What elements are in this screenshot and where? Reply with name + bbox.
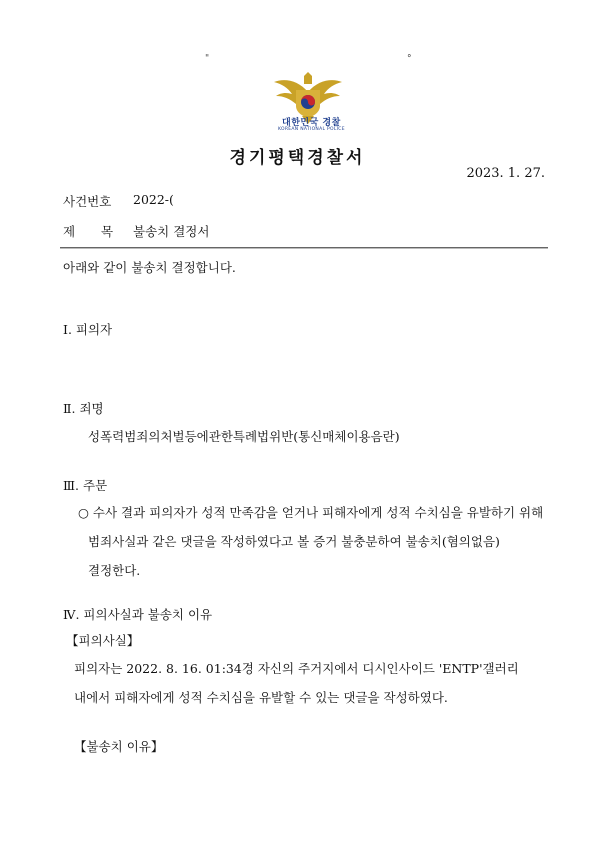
charge-text: 성폭력범죄의처벌등에관한특례법위반(통신매체이용음란) [88,429,400,444]
case-number-label: 사건번호 [63,194,112,209]
facts-subheading: 【피의사실】 [66,633,140,648]
subject-label: 제 목 [63,224,114,239]
section-facts-heading: Ⅳ. 피의사실과 불송치 이유 [63,607,213,622]
subject-value: 불송치 결정서 [133,224,210,239]
document-date: 2023. 1. 27. [466,166,545,181]
section-suspect-heading: Ⅰ. 피의자 [63,322,113,337]
scan-mark-left: " [205,54,210,64]
case-number-value: 2022-( [133,192,174,207]
header-divider [60,247,548,249]
facts-line-1: 피의자는 2022. 8. 16. 01:34경 자신의 주거지에서 디시인사이드 'ENTP'갤러리 [74,661,519,676]
logo-label-english: KOREAN NATIONAL POLICE [278,127,345,132]
section-charge-heading: Ⅱ. 죄명 [63,401,104,416]
document-title: 경기평택경찰서 [229,148,366,168]
section-order-heading: Ⅲ. 주문 [63,478,108,493]
reason-subheading: 【불송치 이유】 [74,739,164,754]
facts-line-2: 내에서 피해자에게 성적 수치심을 유발할 수 있는 댓글을 작성하였다. [74,690,448,705]
logo-label-korean: 대한민국 경찰 [282,118,341,128]
bullet-circle-icon: ○ [78,505,89,520]
intro-text: 아래와 같이 불송치 결정합니다. [63,260,236,275]
order-text: 수사 결과 피의자가 성적 만족감을 얻거나 피해자에게 성적 수치심을 유발하기 위해 범죄사실과 같은 댓글을 작성하였다고 볼 증거 불충분하여 불송치(혐의없음) 결정한다. [88,505,544,578]
order-paragraph [78,498,548,585]
scan-mark-right: ° [407,54,412,64]
